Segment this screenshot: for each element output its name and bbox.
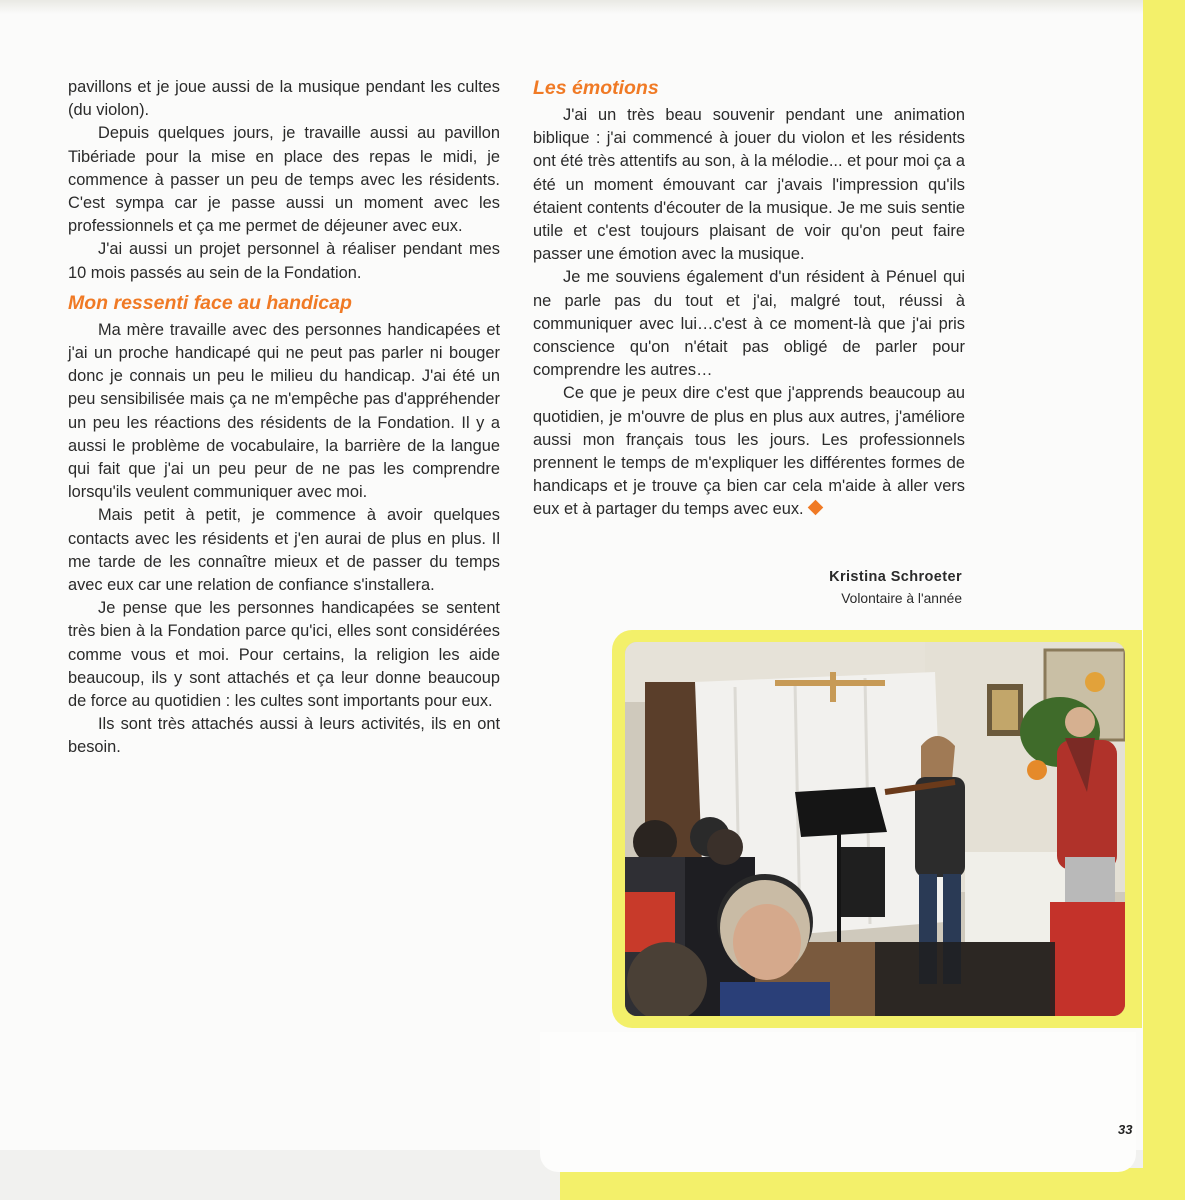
paragraph: Mais petit à petit, je commence à avoir quelques contacts avec les résidents et j'en aurai de plus en plus. Il me tarde de les connaître mieux et de passer du temps avec eux car une relation de confiance s'installera. [68, 506, 500, 595]
top-shade [0, 0, 1143, 14]
paragraph: pavillons et je joue aussi de la musique pendant les cultes (du violon). [68, 78, 500, 120]
left-column [68, 76, 500, 760]
section-heading: Les émotions [533, 77, 659, 99]
author-name: Kristina Schroeter [829, 569, 962, 585]
white-bottom-panel [540, 1032, 1136, 1172]
paragraph: Je me souviens également d'un résident à Pénuel qui ne parle pas du tout et j'ai, malgré tout, réussi à communiquer avec lui…c'est à ce moment-là que j'ai pris conscience qu'on n'était pas obligé de parler pour comprendre les autres… [533, 268, 965, 380]
paragraph-text: Ce que je peux dire c'est que j'apprends beaucoup au quotidien, je m'ouvre de plus en plus aux autres, j'améliore aussi mon français tous les jours. Les professionnels prennent le temps de m'expliquer les différentes formes de handicaps et je trouve ça bien car cela m'aide à aller vers eux et à partager du temps avec eux. [533, 384, 965, 519]
page-number: 33 [1118, 1122, 1133, 1137]
yellow-bottom-band [560, 1168, 1185, 1200]
yellow-side-band [1143, 0, 1185, 1200]
paragraph: J'ai un très beau souvenir pendant une animation biblique : j'ai commencé à jouer du violon et les résidents ont été très attentifs au son, à la mélodie... et pour moi ça a été un moment émouvant car j'avais l'impression qu'ils étaient contents d'écouter de la musique. Je me suis sentie utile et c'est toujours plaisant de voir qu'on peut faire passer une émotion avec la musique. [533, 106, 965, 264]
paragraph: Depuis quelques jours, je travaille aussi au pavillon Tibériade pour la mise en place des repas le midi, je commence à passer un peu de temps avec les résidents. C'est sympa car je passe aussi un moment avec les professionnels et ça me permet de déjeuner avec eux. [68, 124, 500, 236]
paragraph: J'ai aussi un projet personnel à réaliser pendant mes 10 mois passés au sein de la Fondation. [68, 240, 500, 282]
concert-photo-illustration [625, 642, 1125, 1016]
right-column [533, 76, 965, 522]
signature [740, 566, 962, 610]
paragraph: Je pense que les personnes handicapées se sentent très bien à la Fondation parce qu'ici, elles sont considérées comme vous et moi. Pour certains, la religion les aide beaucoup, ils y sont attachés et ça leur donne beaucoup de force au quotidien : les cultes sont importants pour eux. [68, 599, 500, 711]
author-role: Volontaire à l'année [841, 591, 962, 606]
paragraph [533, 382, 965, 521]
concert-photo [625, 642, 1125, 1016]
paragraph: Ma mère travaille avec des personnes handicapées et j'ai un proche handicapé qui ne peut pas parler ni bouger donc je connais un peu le milieu du handicap. J'ai été un peu sensibilisée mais ça ne m'empêche pas d'appréhender un peu les réactions des résidents de la Fondation. Il y a aussi le problème de vocabulaire, la barrière de la langue qui fait que j'ai un peu peur de ne pas les comprendre lorsqu'ils veulent communiquer avec moi. [68, 320, 500, 502]
section-heading: Mon ressenti face au handicap [68, 291, 352, 314]
end-mark-diamond-icon [807, 500, 823, 516]
paragraph: Ils sont très attachés aussi à leurs activités, ils en ont besoin. [68, 715, 500, 757]
